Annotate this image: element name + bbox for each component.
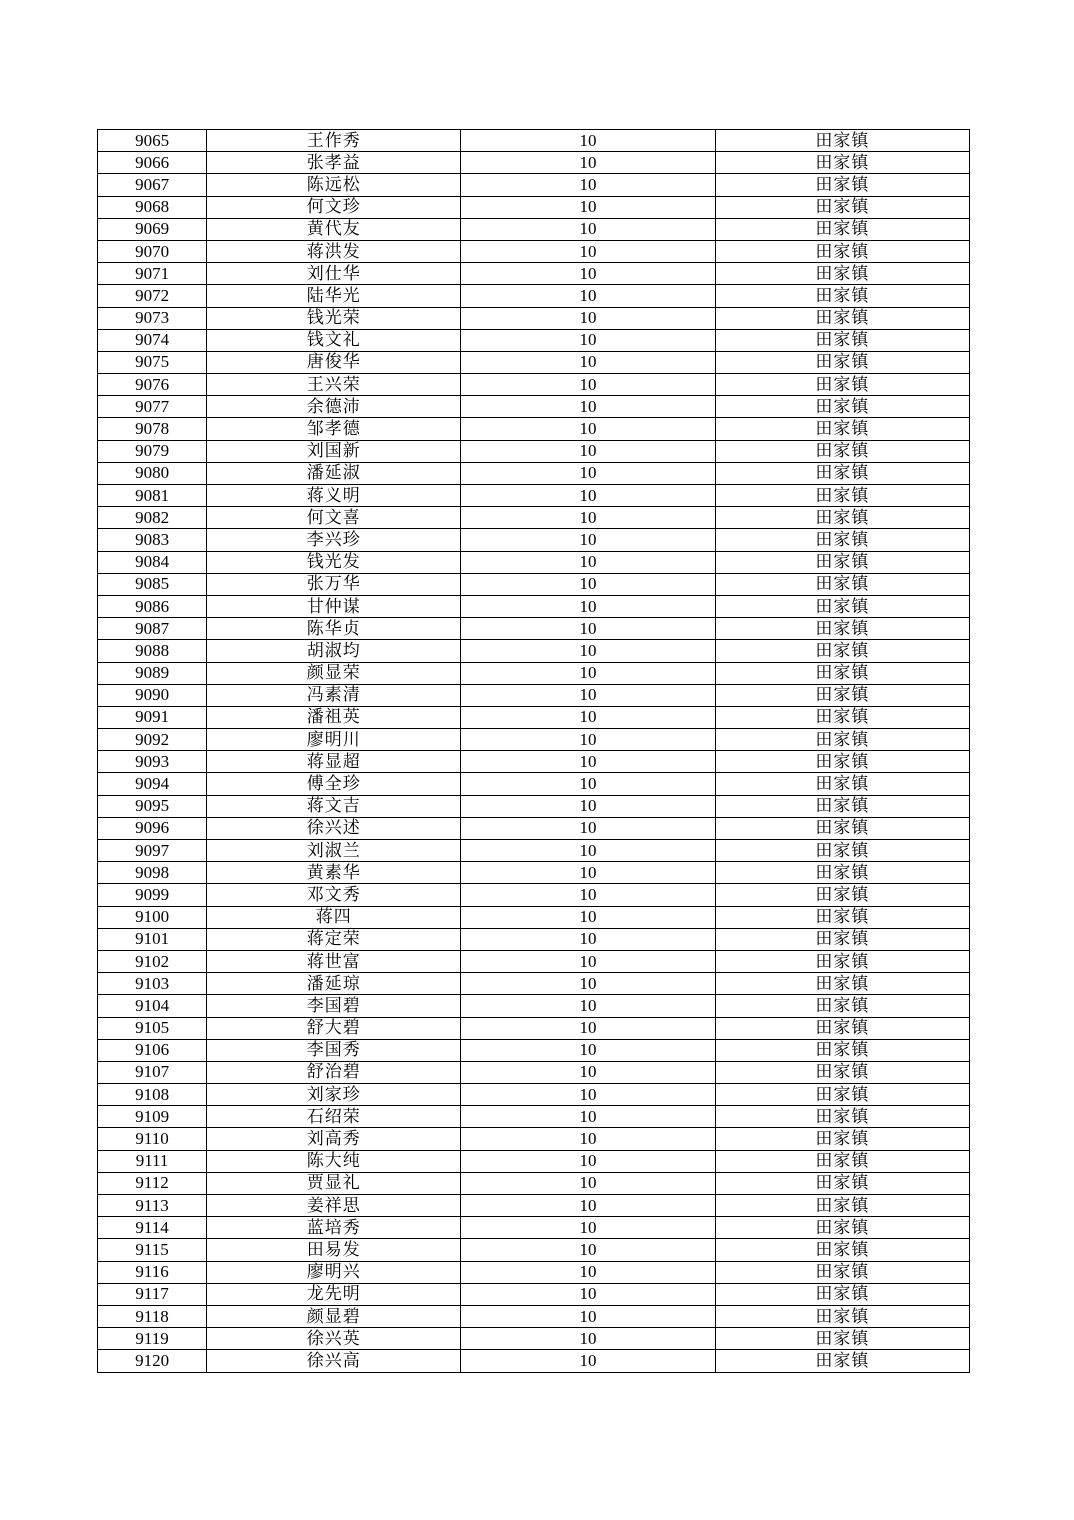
row-town: 田家镇 (715, 618, 969, 640)
row-name: 陈远松 (207, 174, 461, 196)
row-amount: 10 (461, 1017, 715, 1039)
row-name: 陈华贞 (207, 618, 461, 640)
row-amount: 10 (461, 995, 715, 1017)
row-id: 9075 (98, 351, 207, 373)
row-amount: 10 (461, 1328, 715, 1350)
row-town: 田家镇 (715, 1283, 969, 1305)
row-town: 田家镇 (715, 751, 969, 773)
table-row (98, 351, 970, 373)
row-amount: 10 (461, 1128, 715, 1150)
row-name: 钱文礼 (207, 329, 461, 351)
table-row (98, 862, 970, 884)
row-amount: 10 (461, 1239, 715, 1261)
row-town: 田家镇 (715, 1128, 969, 1150)
row-town: 田家镇 (715, 684, 969, 706)
row-id: 9112 (98, 1172, 207, 1194)
row-town: 田家镇 (715, 374, 969, 396)
row-name: 廖明兴 (207, 1261, 461, 1283)
row-name: 张孝益 (207, 152, 461, 174)
row-amount: 10 (461, 1150, 715, 1172)
row-town: 田家镇 (715, 573, 969, 595)
row-town: 田家镇 (715, 995, 969, 1017)
row-town: 田家镇 (715, 485, 969, 507)
table-row (98, 751, 970, 773)
row-amount: 10 (461, 595, 715, 617)
row-amount: 10 (461, 1350, 715, 1372)
row-id: 9113 (98, 1195, 207, 1217)
table-row (98, 950, 970, 972)
row-name: 潘延琼 (207, 973, 461, 995)
table-row (98, 1172, 970, 1194)
row-id: 9070 (98, 240, 207, 262)
row-town: 田家镇 (715, 1217, 969, 1239)
row-name: 胡淑均 (207, 640, 461, 662)
row-id: 9067 (98, 174, 207, 196)
table-row (98, 1305, 970, 1327)
row-town: 田家镇 (715, 218, 969, 240)
row-name: 颜显荣 (207, 662, 461, 684)
row-amount: 10 (461, 928, 715, 950)
row-name: 田易发 (207, 1239, 461, 1261)
row-name: 刘国新 (207, 440, 461, 462)
row-name: 陆华光 (207, 285, 461, 307)
table-row (98, 1195, 970, 1217)
row-amount: 10 (461, 1195, 715, 1217)
row-name: 徐兴述 (207, 817, 461, 839)
table-row (98, 551, 970, 573)
row-amount: 10 (461, 795, 715, 817)
row-amount: 10 (461, 1106, 715, 1128)
row-amount: 10 (461, 862, 715, 884)
table-row (98, 1328, 970, 1350)
row-town: 田家镇 (715, 1150, 969, 1172)
row-town: 田家镇 (715, 1106, 969, 1128)
row-name: 贾显礼 (207, 1172, 461, 1194)
row-town: 田家镇 (715, 307, 969, 329)
table-row (98, 196, 970, 218)
row-name: 傅全珍 (207, 773, 461, 795)
row-id: 9079 (98, 440, 207, 462)
row-town: 田家镇 (715, 840, 969, 862)
row-id: 9096 (98, 817, 207, 839)
row-town: 田家镇 (715, 1172, 969, 1194)
row-id: 9080 (98, 462, 207, 484)
table-row (98, 840, 970, 862)
row-town: 田家镇 (715, 862, 969, 884)
row-town: 田家镇 (715, 285, 969, 307)
row-id: 9073 (98, 307, 207, 329)
row-id: 9090 (98, 684, 207, 706)
table-row (98, 973, 970, 995)
table-row (98, 418, 970, 440)
table-row (98, 729, 970, 751)
table-row (98, 1128, 970, 1150)
row-id: 9111 (98, 1150, 207, 1172)
row-name: 黄代友 (207, 218, 461, 240)
row-id: 9081 (98, 485, 207, 507)
row-id: 9088 (98, 640, 207, 662)
row-amount: 10 (461, 351, 715, 373)
row-id: 9104 (98, 995, 207, 1017)
table-body (98, 130, 970, 1373)
row-id: 9098 (98, 862, 207, 884)
table-row (98, 618, 970, 640)
table-row (98, 1106, 970, 1128)
table-row (98, 174, 970, 196)
row-amount: 10 (461, 174, 715, 196)
table-row (98, 152, 970, 174)
row-name: 徐兴高 (207, 1350, 461, 1372)
row-name: 蒋显超 (207, 751, 461, 773)
table-row (98, 706, 970, 728)
row-id: 9072 (98, 285, 207, 307)
table-row (98, 1261, 970, 1283)
row-town: 田家镇 (715, 928, 969, 950)
row-id: 9100 (98, 906, 207, 928)
row-id: 9118 (98, 1305, 207, 1327)
row-town: 田家镇 (715, 507, 969, 529)
table-row (98, 595, 970, 617)
row-id: 9091 (98, 706, 207, 728)
row-amount: 10 (461, 640, 715, 662)
row-amount: 10 (461, 1061, 715, 1083)
row-town: 田家镇 (715, 1350, 969, 1372)
row-name: 甘仲谋 (207, 595, 461, 617)
row-id: 9095 (98, 795, 207, 817)
row-id: 9094 (98, 773, 207, 795)
row-amount: 10 (461, 551, 715, 573)
row-name: 邓文秀 (207, 884, 461, 906)
row-amount: 10 (461, 307, 715, 329)
row-amount: 10 (461, 817, 715, 839)
row-town: 田家镇 (715, 1084, 969, 1106)
row-amount: 10 (461, 840, 715, 862)
table-row (98, 906, 970, 928)
row-name: 陈大纯 (207, 1150, 461, 1172)
table-row (98, 507, 970, 529)
row-id: 9114 (98, 1217, 207, 1239)
row-name: 蒋洪发 (207, 240, 461, 262)
row-name: 黄素华 (207, 862, 461, 884)
row-id: 9108 (98, 1084, 207, 1106)
row-name: 李国秀 (207, 1039, 461, 1061)
row-name: 潘祖英 (207, 706, 461, 728)
table-row (98, 884, 970, 906)
row-amount: 10 (461, 884, 715, 906)
row-id: 9106 (98, 1039, 207, 1061)
table-row (98, 263, 970, 285)
table-row (98, 1017, 970, 1039)
row-town: 田家镇 (715, 351, 969, 373)
row-name: 龙先明 (207, 1283, 461, 1305)
row-name: 张万华 (207, 573, 461, 595)
row-amount: 10 (461, 462, 715, 484)
table-row (98, 374, 970, 396)
row-id: 9074 (98, 329, 207, 351)
row-name: 舒大碧 (207, 1017, 461, 1039)
row-amount: 10 (461, 1039, 715, 1061)
row-id: 9066 (98, 152, 207, 174)
table-row (98, 995, 970, 1017)
row-id: 9093 (98, 751, 207, 773)
row-id: 9120 (98, 1350, 207, 1372)
row-id: 9103 (98, 973, 207, 995)
row-town: 田家镇 (715, 396, 969, 418)
row-id: 9083 (98, 529, 207, 551)
table-row (98, 529, 970, 551)
row-name: 何文珍 (207, 196, 461, 218)
row-id: 9110 (98, 1128, 207, 1150)
row-id: 9068 (98, 196, 207, 218)
row-town: 田家镇 (715, 1261, 969, 1283)
table-row (98, 573, 970, 595)
table-row (98, 1150, 970, 1172)
row-id: 9071 (98, 263, 207, 285)
row-id: 9078 (98, 418, 207, 440)
row-id: 9107 (98, 1061, 207, 1083)
row-town: 田家镇 (715, 706, 969, 728)
row-town: 田家镇 (715, 196, 969, 218)
row-name: 冯素清 (207, 684, 461, 706)
row-amount: 10 (461, 906, 715, 928)
row-name: 潘延淑 (207, 462, 461, 484)
row-amount: 10 (461, 618, 715, 640)
row-name: 石绍荣 (207, 1106, 461, 1128)
row-town: 田家镇 (715, 906, 969, 928)
row-id: 9082 (98, 507, 207, 529)
table-row (98, 928, 970, 950)
row-name: 刘高秀 (207, 1128, 461, 1150)
row-id: 9115 (98, 1239, 207, 1261)
row-amount: 10 (461, 706, 715, 728)
table-row (98, 795, 970, 817)
row-amount: 10 (461, 973, 715, 995)
row-town: 田家镇 (715, 773, 969, 795)
row-town: 田家镇 (715, 817, 969, 839)
row-id: 9089 (98, 662, 207, 684)
row-amount: 10 (461, 418, 715, 440)
table-row (98, 817, 970, 839)
row-name: 蒋文吉 (207, 795, 461, 817)
row-name: 余德沛 (207, 396, 461, 418)
table-row (98, 662, 970, 684)
row-id: 9076 (98, 374, 207, 396)
row-amount: 10 (461, 1217, 715, 1239)
row-town: 田家镇 (715, 130, 969, 152)
row-town: 田家镇 (715, 1239, 969, 1261)
table-row (98, 307, 970, 329)
row-town: 田家镇 (715, 529, 969, 551)
row-amount: 10 (461, 529, 715, 551)
row-id: 9099 (98, 884, 207, 906)
row-amount: 10 (461, 950, 715, 972)
table-row (98, 130, 970, 152)
row-town: 田家镇 (715, 551, 969, 573)
row-id: 9116 (98, 1261, 207, 1283)
row-town: 田家镇 (715, 263, 969, 285)
row-town: 田家镇 (715, 329, 969, 351)
row-town: 田家镇 (715, 640, 969, 662)
row-name: 钱光荣 (207, 307, 461, 329)
row-amount: 10 (461, 684, 715, 706)
row-town: 田家镇 (715, 795, 969, 817)
row-amount: 10 (461, 329, 715, 351)
row-town: 田家镇 (715, 440, 969, 462)
row-name: 唐俊华 (207, 351, 461, 373)
row-amount: 10 (461, 751, 715, 773)
row-amount: 10 (461, 485, 715, 507)
row-amount: 10 (461, 196, 715, 218)
row-amount: 10 (461, 507, 715, 529)
row-id: 9087 (98, 618, 207, 640)
table-row (98, 640, 970, 662)
row-amount: 10 (461, 440, 715, 462)
row-town: 田家镇 (715, 1328, 969, 1350)
row-town: 田家镇 (715, 418, 969, 440)
row-id: 9092 (98, 729, 207, 751)
row-town: 田家镇 (715, 1061, 969, 1083)
table-row (98, 684, 970, 706)
row-id: 9097 (98, 840, 207, 862)
row-town: 田家镇 (715, 152, 969, 174)
row-name: 徐兴英 (207, 1328, 461, 1350)
row-amount: 10 (461, 285, 715, 307)
row-id: 9105 (98, 1017, 207, 1039)
table-row (98, 1217, 970, 1239)
row-town: 田家镇 (715, 973, 969, 995)
row-id: 9109 (98, 1106, 207, 1128)
row-amount: 10 (461, 1084, 715, 1106)
row-id: 9077 (98, 396, 207, 418)
row-name: 刘家珍 (207, 1084, 461, 1106)
row-amount: 10 (461, 130, 715, 152)
row-town: 田家镇 (715, 729, 969, 751)
row-name: 李国碧 (207, 995, 461, 1017)
row-id: 9086 (98, 595, 207, 617)
table-row (98, 1084, 970, 1106)
row-town: 田家镇 (715, 1305, 969, 1327)
row-id: 9101 (98, 928, 207, 950)
row-name: 王作秀 (207, 130, 461, 152)
table-row (98, 1039, 970, 1061)
row-town: 田家镇 (715, 1017, 969, 1039)
row-id: 9102 (98, 950, 207, 972)
row-town: 田家镇 (715, 174, 969, 196)
row-town: 田家镇 (715, 595, 969, 617)
row-name: 邹孝德 (207, 418, 461, 440)
table-row (98, 1283, 970, 1305)
row-town: 田家镇 (715, 662, 969, 684)
row-id: 9084 (98, 551, 207, 573)
row-id: 9117 (98, 1283, 207, 1305)
row-name: 颜显碧 (207, 1305, 461, 1327)
table-row (98, 485, 970, 507)
table-row (98, 462, 970, 484)
row-name: 王兴荣 (207, 374, 461, 396)
row-name: 蓝培秀 (207, 1217, 461, 1239)
row-amount: 10 (461, 152, 715, 174)
row-id: 9065 (98, 130, 207, 152)
row-id: 9069 (98, 218, 207, 240)
row-name: 刘仕华 (207, 263, 461, 285)
row-name: 刘淑兰 (207, 840, 461, 862)
row-name: 蒋义明 (207, 485, 461, 507)
row-town: 田家镇 (715, 884, 969, 906)
row-id: 9085 (98, 573, 207, 595)
row-name: 何文喜 (207, 507, 461, 529)
table-row (98, 1239, 970, 1261)
row-amount: 10 (461, 773, 715, 795)
row-amount: 10 (461, 240, 715, 262)
row-town: 田家镇 (715, 1039, 969, 1061)
table-row (98, 396, 970, 418)
row-amount: 10 (461, 1283, 715, 1305)
row-name: 蒋定荣 (207, 928, 461, 950)
row-town: 田家镇 (715, 950, 969, 972)
row-amount: 10 (461, 1305, 715, 1327)
table-row (98, 1350, 970, 1372)
row-name: 钱光发 (207, 551, 461, 573)
table-row (98, 1061, 970, 1083)
row-amount: 10 (461, 573, 715, 595)
row-amount: 10 (461, 729, 715, 751)
table-row (98, 285, 970, 307)
row-town: 田家镇 (715, 240, 969, 262)
row-town: 田家镇 (715, 462, 969, 484)
row-name: 李兴珍 (207, 529, 461, 551)
table-row (98, 240, 970, 262)
table-row (98, 440, 970, 462)
row-amount: 10 (461, 396, 715, 418)
row-name: 蒋世富 (207, 950, 461, 972)
row-name: 舒治碧 (207, 1061, 461, 1083)
row-amount: 10 (461, 263, 715, 285)
row-amount: 10 (461, 1172, 715, 1194)
row-name: 蒋四 (207, 906, 461, 928)
row-town: 田家镇 (715, 1195, 969, 1217)
row-id: 9119 (98, 1328, 207, 1350)
row-amount: 10 (461, 662, 715, 684)
records-table (97, 129, 970, 1373)
row-amount: 10 (461, 218, 715, 240)
row-name: 姜祥思 (207, 1195, 461, 1217)
table-row (98, 218, 970, 240)
table-row (98, 773, 970, 795)
table-row (98, 329, 970, 351)
row-name: 廖明川 (207, 729, 461, 751)
row-amount: 10 (461, 374, 715, 396)
row-amount: 10 (461, 1261, 715, 1283)
